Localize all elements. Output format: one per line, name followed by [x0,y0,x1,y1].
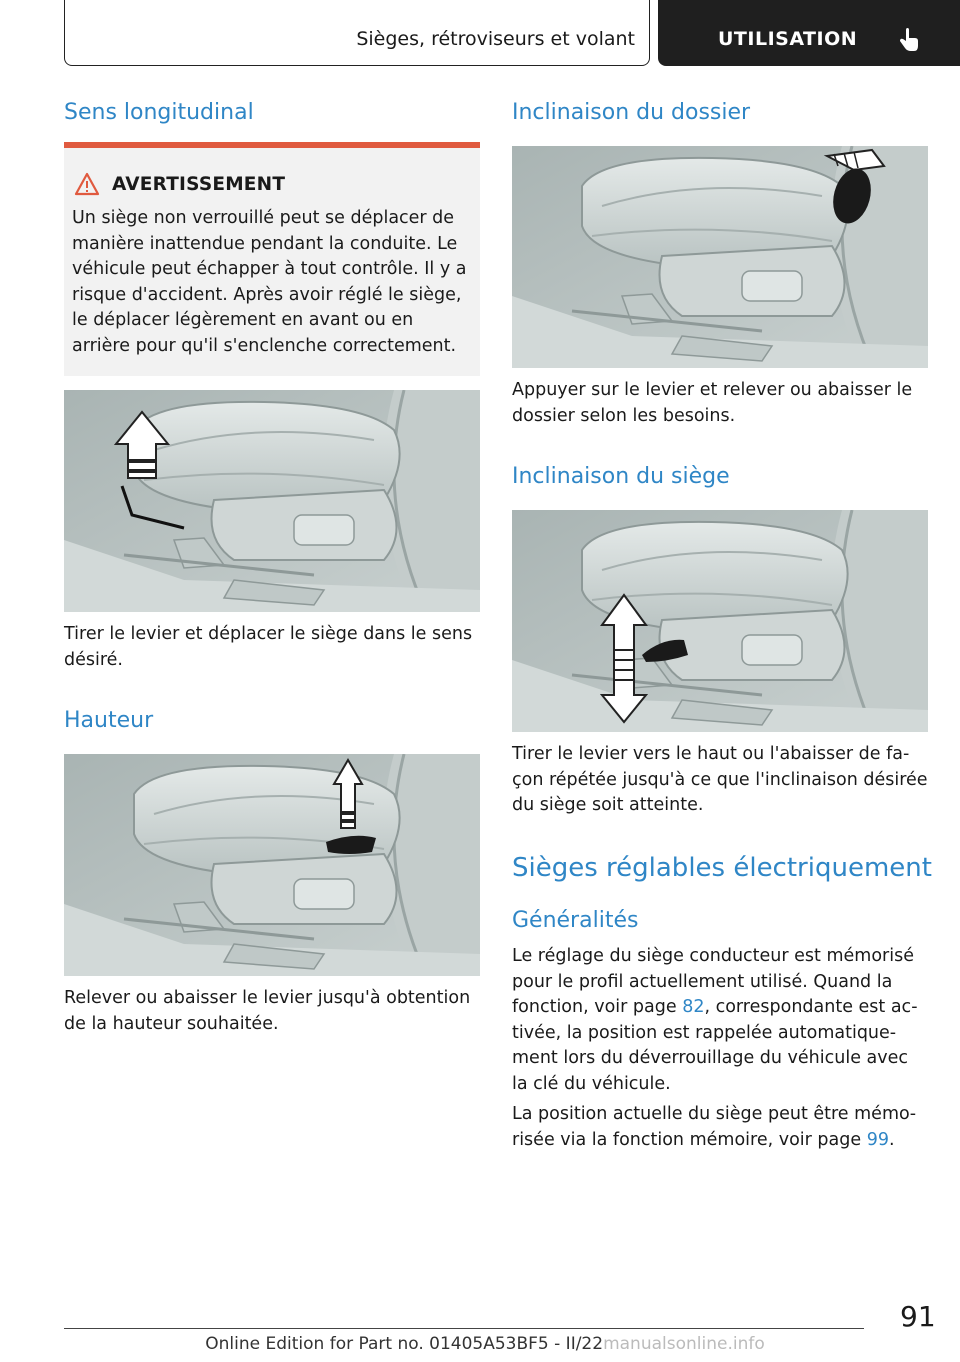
illustration-seat-tilt [512,510,928,732]
warning-box [64,142,480,376]
running-header [64,0,650,66]
heading-height: Hauteur [64,708,154,733]
warning-text: Un siège non verrouillé peut se déplacer de manière inattendue pendant la conduite. Le véhicule peut échapper à tout contrôle. Il y a risque d'accident. Après avoir réglé le siège, le déplacer légèrement en avant ou en arrière pour qu'il s'enclenche correctement. [72,208,467,356]
section-title: Sièges, rétroviseurs et volant [356,28,635,50]
heading-backrest: Inclinaison du dossier [512,100,751,125]
chapter-title: UTILISATION [718,28,858,50]
warning-title: AVERTISSEMENT [112,174,286,195]
caption-seat-tilt: Tirer le levier vers le haut ou l'abaisser de façon répétée jusqu'à ce que l'inclinaison désirée du siège soit atteinte. [512,744,928,815]
illustration-height [64,754,480,976]
illustration-longitudinal [64,390,480,612]
footer-rule [64,1328,864,1329]
warning-triangle-icon [74,172,100,196]
heading-longitudinal: Sens longitudinal [64,100,254,125]
illustration-backrest [512,146,928,368]
link-page-99[interactable]: 99 [866,1129,889,1150]
caption-height: Relever ou abaisser le levier jusqu'à obtention de la hauteur souhaitée. [64,988,471,1034]
page-number: 91 [900,1300,936,1333]
caption-backrest: Appuyer sur le levier et relever ou abaisser le dossier selon les besoins. [512,380,913,426]
heading-seat-tilt: Inclinaison du siège [512,464,730,489]
watermark: manualsonline.info [603,1334,765,1354]
paragraph-memory-function: La position actuelle du siège peut être mémorisée via la fonction mémoire, voir page 99. [512,1104,917,1150]
caption-longitudinal: Tirer le levier et déplacer le siège dans le sens désiré. [64,624,473,670]
footer-edition: Online Edition for Part no. 01405A53BF5 - II/22manualsonline.info [205,1334,765,1354]
heading-general: Généralités [512,908,639,933]
chapter-tab [658,0,960,66]
link-page-82[interactable]: 82 [682,997,705,1017]
heading-electric-seats: Sièges réglables électriquement [512,853,932,883]
paragraph-memory: Le réglage du siège conducteur est mémorisé pour le profil actuellement utilisé. Quand la fonction, voir page 82, correspondante est activée, la position est rappelée automatiquement lors du déverrouillage du véhicule avec la clé du véhicule. [512,946,918,1094]
hand-pointer-icon [894,26,922,54]
